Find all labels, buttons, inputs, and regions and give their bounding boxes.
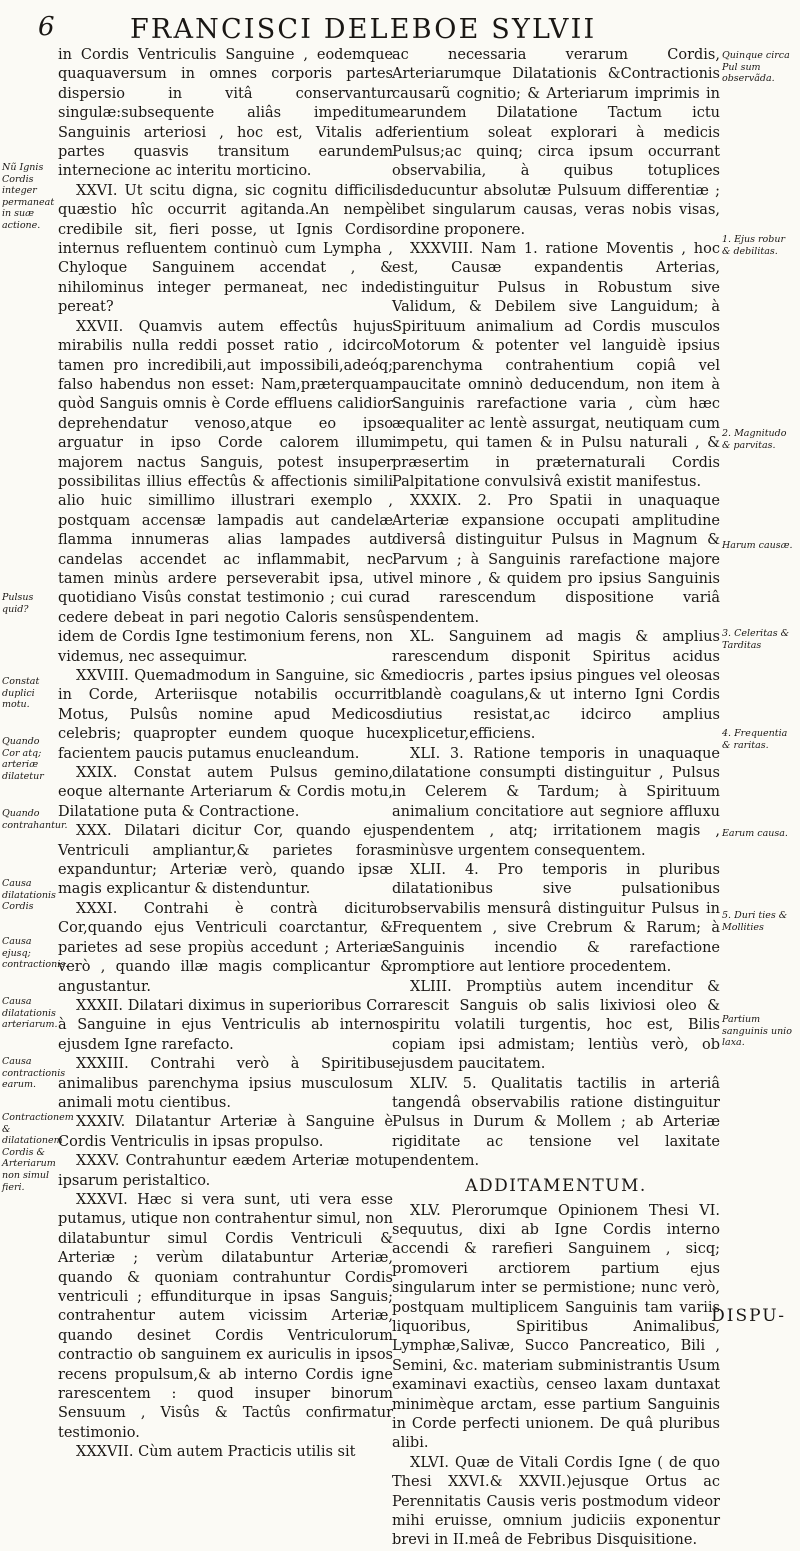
paragraph: XXXIV. Dilatantur Arteriæ à Sanguine è Cordis Ventriculis in ipsas propulso. (58, 1114, 393, 1150)
margin-note: Quando Cor atq; arteriæ dilatetur (2, 736, 44, 782)
running-title: FRANCISCI DELEBOE SYLVII (130, 14, 597, 45)
margin-note: 5. Duri ties & Mollities (722, 910, 788, 933)
margin-note: Causa dilatationis arteriarum. (2, 996, 58, 1031)
margin-note: Constat duplici motu. (2, 676, 40, 711)
paragraph: XXXVIII. Nam 1. ratione Moventis , hoc est, Causæ expandentis Arterias, distinguitur Pulsus in Robustum sive Validum, & Debilem sive Languidum; à Spirituum animalium ad Cordis musculos Motorum & potenter vel languidè ipsius parenchyma contrahentium copiâ vel paucitate omninò deducendum, non item à Sanguinis rarefactione varia , cùm hæc æqualiter ac lentè assurgat, neutiquam cum impetu, qui tamen & in Pulsu naturali , & præsertim in præternaturali Cordis Palpitatione convulsivâ existit manifestus. (392, 241, 720, 490)
paragraph: in Cordis Ventriculis Sanguine , eodemque quaquaversum in omnes corporis partes dispersio in vitâ conservantur singulæ:subsequente aliâs impeditum Sanguinis arteriosi , hoc est, Vitalis ad partes quasvis transitum earundem internecione ac interitu morticino. (58, 47, 393, 180)
section-heading: ADDITAMENTUM. (465, 1175, 647, 1196)
right-column (392, 46, 720, 1549)
catchword: DISPU- (711, 1306, 786, 1326)
margin-note: 2. Magnitudo & parvitas. (722, 428, 787, 451)
margin-note: Causa contractionis earum. (2, 1056, 66, 1091)
paragraph: XXVII. Quamvis autem effectûs hujus mirabilis nulla reddi posset ratio , idcirco tamen pro incredibili,aut impossibili,adeóq; falso habendus non esset: Nam,præterquam quòd Sanguis omnis è Corde effluens calidior deprehendatur venoso,atque eo ipso arguatur in ipso Corde calorem illum majorem nactus Sanguis, potest insuper possibilitas illius effectûs & affectionis simili alio huic simillimo illustrari exemplo , postquam accensæ lampadis aut candelæ flamma innumeras alias lampades aut candelas accendet ac inflammabit, nec tamen minùs ardere perseverabit ipsa, uti quotidiano Visûs constat testimonio ; cui cur cedere debeat in pari negotio Caloris sensûs idem de Cordis Igne testimonium ferens, non videmus, nec assequimur. (58, 318, 393, 665)
margin-note: Harum causæ. (722, 540, 793, 551)
margin-note: Earum causa. (722, 828, 788, 839)
paragraph: XLI. 3. Ratione temporis in unaquaque dilatatione consumpti distinguitur , Pulsus in Celerem & Tardum; à Spirituum animalium concitatiore aut segniore affluxu pendentem , atq; irritationem magis , minùsve urgentem consequentem. (392, 745, 720, 859)
margin-note: Quinque circa Pul sum observãda. (722, 50, 790, 85)
paragraph: XXXIX. 2. Pro Spatii in unaquaque Arteriæ expansione occupati amplitudine diversâ distinguitur Pulsus in Magnum & Parvum ; à Sanguinis rarefactione majore vel minore , & quidem pro ipsius Sanguinis ad rarescendum dispositione variâ pendentem. (392, 493, 720, 626)
margin-note: Pulsus quid? (2, 592, 34, 615)
paragraph: XXXVI. Hæc si vera sunt, uti vera esse putamus, utique non contrahentur simul, non dilatabuntur simul Cordis Ventriculi & Arteriæ ; verùm dilatabuntur Arteriæ, quando & quoniam contrahuntur Cordis ventriculi ; effunditurque in ipsas Sanguis; contrahentur autem vicissim Arteriæ, quando desinet Cordis Ventriculorum contractio ob sanguinem ex auriculis in ipsos recens propulsum,& ab interno Cordis igne rarescentem : quod insuper binorum Sensuum , Visûs & Tactûs confirmatur testimonio. (58, 1191, 393, 1441)
paragraph: XLII. 4. Pro temporis in pluribus dilatationibus sive pulsationibus observabilis mensurâ distinguitur Pulsus in Frequentem , sive Crebrum & Rarum; à Sanguinis incendio & rarefactione promptiore aut lentiore procedentem. (392, 862, 720, 976)
margin-note: 4. Frequentia & raritas. (722, 728, 788, 751)
paragraph: XLIV. 5. Qualitatis tactilis in arteriâ tangendâ observabilis ratione distinguitur Pulsus in Durum & Mollem ; ab Arteriæ rigiditate ac tensione vel laxitate pendentem. (392, 1075, 720, 1170)
margin-note: Nũ Ignis Cordis integer permaneat in suæ actione. (2, 162, 55, 231)
left-column (58, 46, 393, 1461)
paragraph: XLIII. Promptiùs autem incenditur & rarescit Sanguis ob salis lixiviosi oleo & spiritu volatili turgentis, hoc est, Bilis copiam ipsi admistam; lentiùs verò, ob ejusdem paucitatem. (392, 978, 720, 1073)
margin-note: Contractionem & dilatationem Cordis & Arteriarum non simul fieri. (2, 1112, 74, 1193)
paragraph: XXXIII. Contrahi verò à Spiritibus animalibus parenchyma ipsius musculosum animali motu cientibus. (58, 1056, 393, 1111)
paragraph: XL. Sanguinem ad magis & amplius rarescendum disponit Spiritus acidus mediocris , partes ipsius pingues vel oleosas blandè coagulans,& ut interno Igni Cordis diutius resistat,ac idcirco amplius explicetur,efficiens. (392, 629, 720, 743)
page-header (0, 4, 800, 48)
paragraph: XLV. Plerorumque Opinionem Thesi VI. sequutus, dixi ab Igne Cordis interno accendi & rarefieri Sanguinem , sicq; promoveri arctiorem partium ejus singularum inter se permistione; nunc verò, postquam multiplicem Sanguinis tam variis liquoribus, Spiritibus Animalibus, Lymphæ,Salivæ, Succo Pancreatico, Bili , Semini, &c. materiam subministrantis Usum examinavi exactiùs, censeo laxam duntaxat minimèque arctam, esse partium Sanguinis in Corde perfecti unionem. De quâ pluribus alibi. (392, 1202, 720, 1452)
paragraph: XLVI. Quæ de Vitali Cordis Igne ( de quo Thesi XXVI.& XXVII.)ejusque Ortus ac Perennitatis Causis veris postmodum videor mihi eruisse, omnium judiciis exponentur brevi in II.meâ de Febribus Disquisitione. (392, 1454, 720, 1549)
paragraph: XXXV. Contrahuntur eædem Arteriæ motu ipsarum peristaltico. (58, 1153, 393, 1189)
paragraph: XXX. Dilatari dicitur Cor, quando ejus Ventriculi ampliantur,& parietes foras expanduntur; Arteriæ verò, quando ipsæ magis explicantur & distenduntur. (58, 823, 393, 898)
paragraph: XXIX. Constat autem Pulsus gemino, eoque alternante Arteriarum & Cordis motu, Dilatatione puta & Contractione. (58, 765, 393, 820)
margin-note: Causa ejusq; contractionis. (2, 936, 69, 971)
paragraph: XXVI. Ut scitu digna, sic cognitu difficilis quæstio hîc occurrit agitanda.An nempè credibile sit, fieri posse, ut Ignis Cordis internus refluentem continuò cum Lympha , Chyloque Sanguinem accendat , & nihilominus integer permaneat, nec inde pereat? (58, 182, 393, 316)
page-number: 6 (38, 12, 55, 42)
paragraph: ac necessaria verarum Cordis, Arteriarumque Dilatationis &Contractionis causarũ cognitio; & Arteriarum imprimis in earundem Dilatatione Tactum ictu ferientium soleat explorari à medicis Pulsus;ac quinq; circa ipsum occurrant observabilia, à quibus totuplices deducuntur absolutæ Pulsuum differentiæ ; libet singularum causas, veras nobis visas, ordine proponere. (392, 47, 720, 238)
margin-note: 1. Ejus robur & debilitas. (722, 234, 785, 257)
margin-note: Quando contrahantur. (2, 808, 68, 831)
margin-note: 3. Celeritas & Tarditas (722, 628, 790, 651)
paragraph: XXXVII. Cùm autem Practicis utilis sit (76, 1444, 356, 1461)
margin-note: Causa dilatationis Cordis (2, 878, 56, 913)
paragraph: XXVIII. Quemadmodum in Sanguine, sic & in Corde, Arteriisque notabilis occurrit Motus, Pulsûs nomine apud Medicos celebris; quapropter eundem quoque huc facientem paucis putamus enucleandum. (58, 668, 393, 762)
margin-note: Partium sanguinis unio laxa. (722, 1014, 792, 1049)
paragraph: XXXII. Dilatari diximus in superioribus Cor à Sanguine in ejus Ventriculis ab interno ejusdem Igne rarefacto. (58, 997, 393, 1053)
paragraph: XXXI. Contrahi è contrà dicitur Cor,quando ejus Ventriculi coarctantur, & parietes ad sese propiùs accedunt ; Arteriæ verò , quando illæ magis complicantur & angustantur. (58, 900, 393, 995)
